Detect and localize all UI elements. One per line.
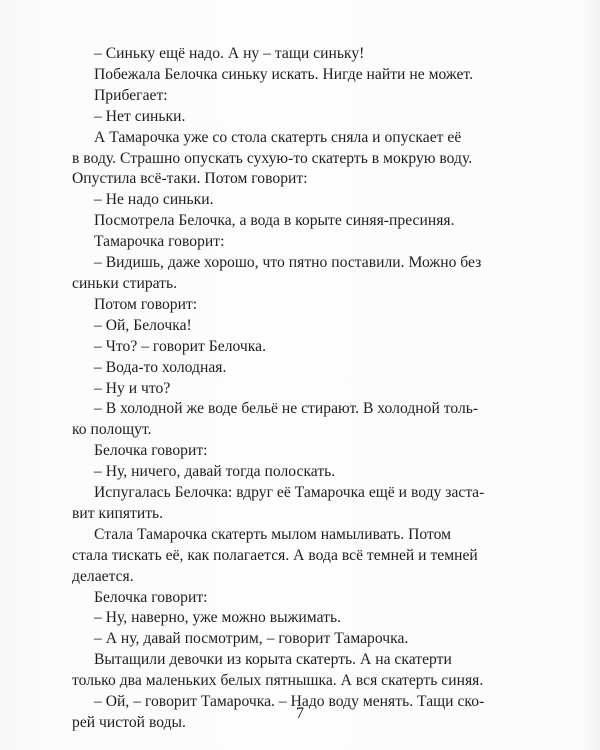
paragraph: Испугалась Белочка: вдруг её Тамарочка ещё и воду застa- вит кипятить.	[72, 484, 485, 522]
paragraph: А Тамарочка уже со стола скатерть сняла и опускает её в воду. Страшно опускать сухую-то скатерть в мокрую воду. Опустила всё-таки. Потом говорит:	[72, 128, 473, 188]
paragraph: – Видишь, даже хорошо, что пятно поставили. Можно без синьки стирать.	[72, 254, 482, 292]
paragraph: Вытащили девочки из корыта скатерть. А на скатерти только два маленьких белых пятнышка. А вся скатерть синяя.	[72, 651, 484, 690]
paragraph: Тамарочка говорит:	[94, 233, 225, 251]
paragraph: Прибегает:	[94, 86, 168, 104]
page-number: 7	[296, 705, 304, 722]
paragraph: Посмотрела Белочка, а вода в корыте синяя-пресиняя.	[94, 212, 455, 230]
page-text	[72, 44, 542, 734]
paragraph: – В холодной же воде бельё не стирают. В холодной толь- ко полощут.	[72, 400, 479, 439]
paragraph: – Синьку ещё надо. А ну – тащи синьку!	[94, 45, 365, 62]
page-edge-shadow	[582, 0, 600, 750]
paragraph: – Ну, наверно, уже можно выжимать.	[94, 609, 341, 627]
paragraph: Белочка говорит:	[94, 588, 208, 606]
paragraph: – Не надо синьки.	[94, 191, 214, 209]
paragraph: – Ой, – говорит Тамарочка. – Надо воду менять. Тащи ско- рей чистой воды.	[72, 693, 485, 731]
paragraph: – Вода-то холодная.	[94, 358, 227, 376]
paragraph: – Ну, ничего, давай тогда полоскать.	[94, 463, 336, 481]
paragraph: Белочка говорит:	[94, 442, 208, 460]
paragraph: – Ой, Белочка!	[94, 316, 192, 334]
paragraph: – Что? – говорит Белочка.	[94, 337, 267, 355]
paragraph: Потом говорит:	[94, 295, 198, 313]
paragraph: Побежала Белочка синьку искать. Нигде найти не может.	[94, 65, 473, 83]
paragraph: – А ну, давай посмотрим, – говорит Тамарочка.	[94, 630, 409, 648]
paragraph: – Нет синьки.	[94, 107, 186, 125]
paragraph: Стала Тамарочка скатерть мылом намыливать. Потом стала тискать её, как полагается. А вода всё темней и темней делается.	[72, 525, 478, 585]
paragraph: – Ну и что?	[94, 379, 171, 397]
